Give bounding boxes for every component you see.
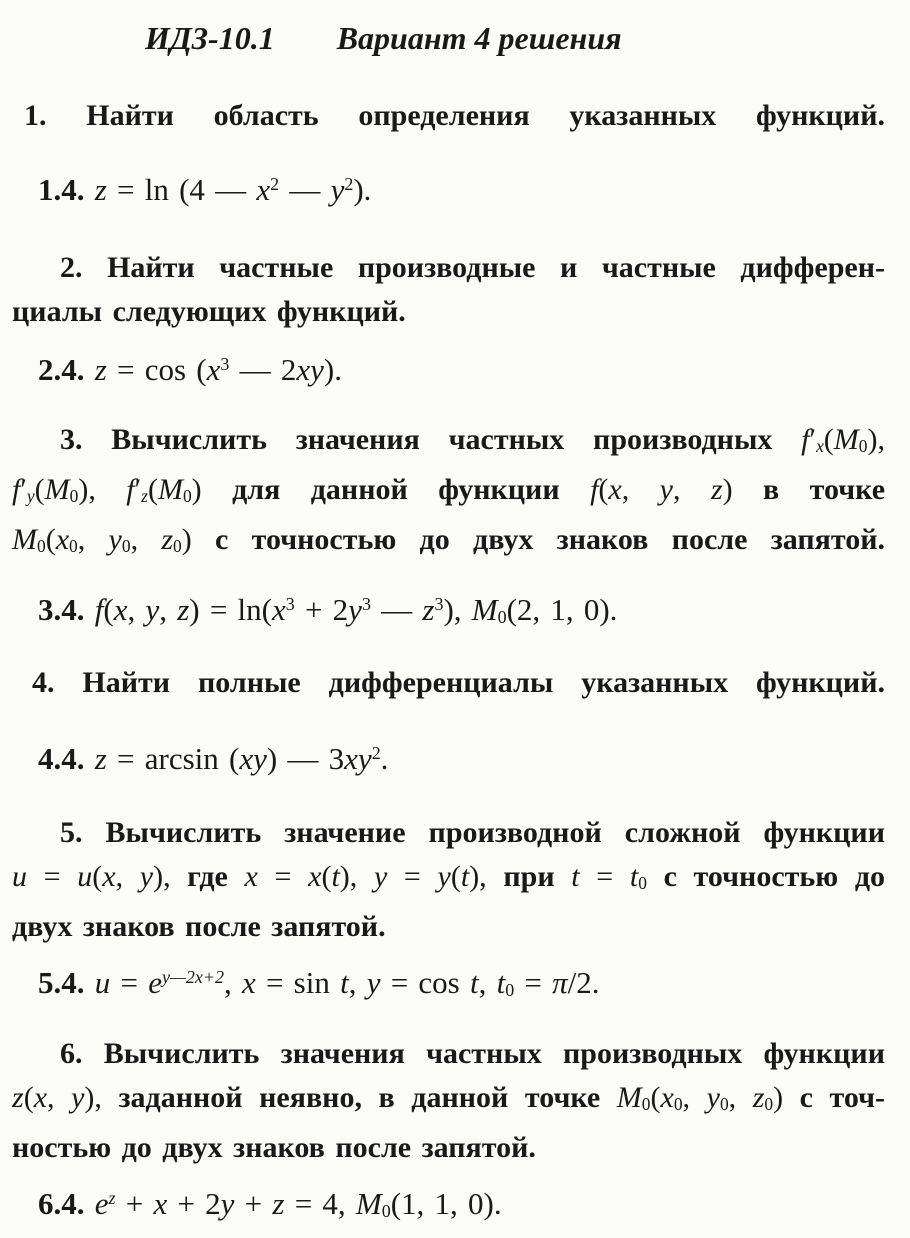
formula-3-4: 3.4. f(x, y, $z) = \ln(x^3 + 2y^3$ — $z^3$), M0(2, 1, 0).	[38, 592, 618, 628]
text-line: ностью до двух знаков после запятой.	[12, 1131, 536, 1165]
text-line: двух знаков после запятой.	[12, 910, 386, 944]
text-line: f′y(M0), f′z(M0) для данной функции f(x, y, z) в точке	[12, 472, 886, 506]
text-line: 6. Вычислить значения частных производных функции	[60, 1037, 885, 1071]
assignment-id: ИДЗ-10.1	[145, 20, 275, 56]
text-line: 2. Найти частные производные и частные дифферен-	[60, 250, 885, 284]
formula-2-4: 2.4. $z = \cos (x^3$ — 2xy).	[38, 351, 342, 387]
problem-3-statement	[12, 418, 885, 568]
text-line: 4. Найти полные дифференциалы указанных функций.	[32, 666, 885, 700]
text-line: 5. Вычислить значение производной сложной функции	[60, 816, 885, 850]
variant-title: Вариант 4 решения	[336, 20, 622, 56]
problem-5-statement	[12, 811, 885, 949]
text-line: циалы следующих функций.	[12, 294, 406, 328]
formula-1-4: 1.4. z = ln (4 — $x^2$ — $y^2$).	[38, 171, 372, 207]
formula-5-4: 5.4. $u = e^{y—2x+2}$, x = sin t, y = cos t, t0 = π/2.	[38, 965, 600, 1001]
problem-1-statement	[12, 94, 885, 138]
problem-2-statement	[12, 246, 885, 334]
text-line: 1. Найти область определения указанных функций.	[24, 99, 885, 132]
text-line: M0(x0, y0, z0) с точностью до двух знаков после запятой.	[12, 523, 886, 557]
problem-6-statement	[12, 1032, 885, 1170]
formula-6-4: 6.4. $e^z + x + 2y + z = 4$, M0(1, 1, 0).	[38, 1186, 502, 1222]
text-line: 3. Вычислить значения частных производных f′x(M0),	[60, 422, 885, 456]
document-title	[12, 16, 885, 60]
formula-4-4: 4.4. z = arcsin (xy) — $3xy^2$.	[38, 741, 389, 777]
text-line: z(x, y), заданной неявно, в данной точке M0(x0, y0, z0) с точ-	[12, 1081, 886, 1115]
text-line: u = u(x, y), где x = x(t), y = y(t), при t = t0 с точностью до	[12, 860, 886, 894]
problem-4-statement	[12, 661, 885, 705]
